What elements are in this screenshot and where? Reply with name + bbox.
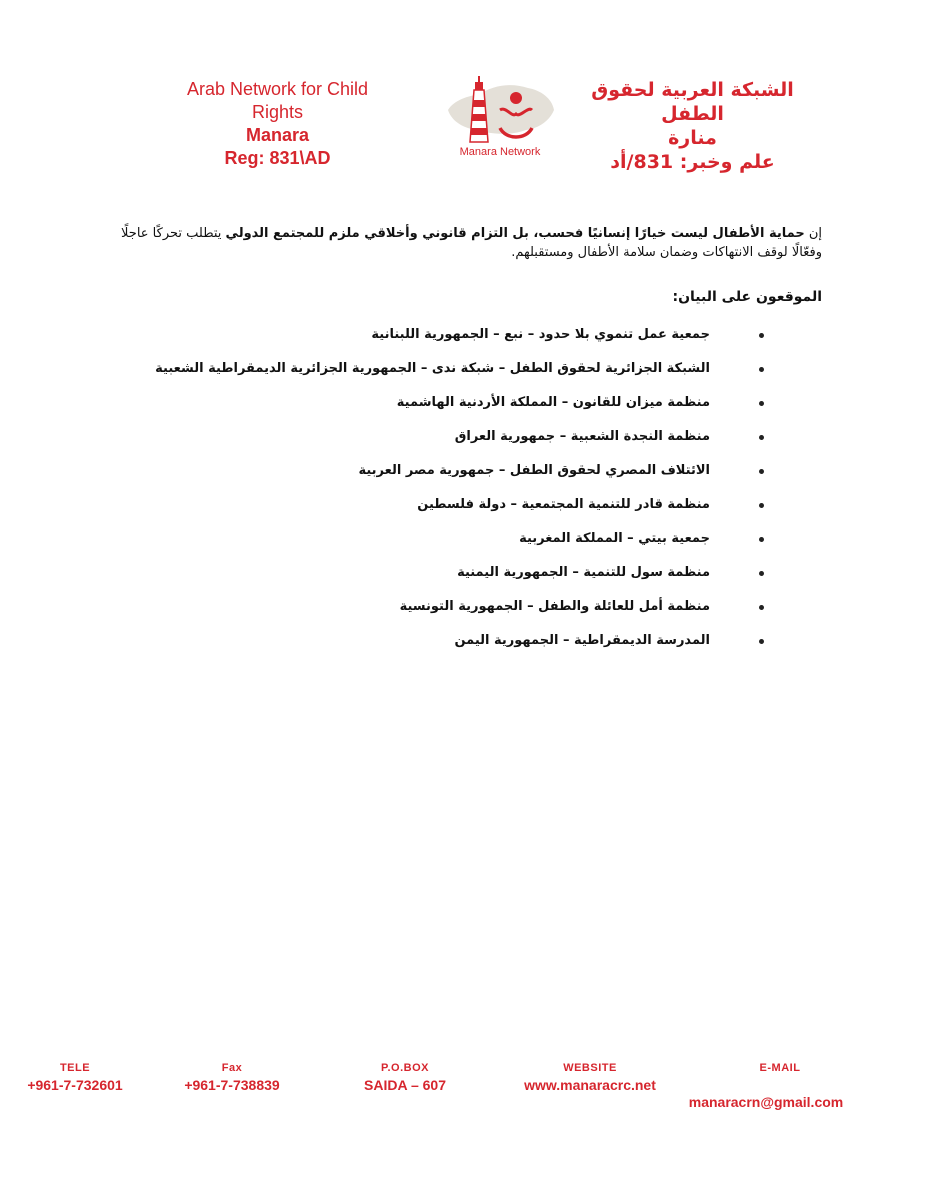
registration-en: Reg: 831\AD (224, 148, 331, 168)
list-item (150, 556, 770, 590)
intro-paragraph (100, 224, 822, 262)
tele-value: +961-7-732601 (27, 1077, 123, 1093)
pobox-label: P.O.BOX (381, 1062, 429, 1074)
signer-name: الشبكة الجزائرية لحقوق الطفل – شبكة ندى – الجمهورية الجزائرية الديمقراطية الشعبية (155, 361, 710, 376)
email-link[interactable]: manaracrn@gmail.com (688, 1094, 844, 1110)
signer-name: منظمة قادر للتنمية المجتمعية – دولة فلسطين (417, 497, 710, 512)
list-item (150, 624, 770, 658)
org-short-name-ar: منارة (668, 127, 717, 149)
list-item (150, 488, 770, 522)
signer-name: منظمة النجدة الشعبية – جمهورية العراق (454, 429, 710, 444)
signers-title: الموقعون على البيان: (672, 289, 822, 305)
bullet-icon (759, 639, 764, 644)
list-item (150, 386, 770, 420)
signer-name: منظمة ميزان للقانون – المملكة الأردنية الهاشمية (396, 395, 710, 410)
email-label: E-MAIL (759, 1062, 801, 1074)
signer-name: جمعية بيتي – المملكة المغربية (519, 531, 710, 546)
footer-fax (167, 1062, 297, 1093)
list-item (150, 420, 770, 454)
bullet-icon (759, 503, 764, 508)
tele-label: TELE (59, 1062, 91, 1074)
bullet-icon (759, 333, 764, 338)
manara-logo (440, 70, 560, 170)
logo-caption: Manara Network (459, 146, 541, 158)
org-name-ar-line1: الشبكة العربية لحقوق (591, 79, 794, 101)
org-name-en-line1: Arab Network for Child (186, 79, 369, 99)
org-short-name-en: Manara (245, 125, 310, 145)
bullet-icon (759, 571, 764, 576)
bullet-icon (759, 401, 764, 406)
footer-tele (10, 1062, 140, 1093)
signer-name: منظمة أمل للعائلة والطفل – الجمهورية التونسية (399, 599, 710, 614)
org-name-en-line2: Rights (251, 102, 304, 122)
signer-name: منظمة سول للتنمية – الجمهورية اليمنية (457, 565, 710, 580)
list-item (150, 590, 770, 624)
signer-name: الائتلاف المصري لحقوق الطفل – جمهورية مصر العربية (358, 463, 710, 478)
bullet-icon (759, 435, 764, 440)
bullet-icon (759, 469, 764, 474)
registration-ar: علم وخبر: 831/أد (610, 151, 775, 173)
footer-pobox (340, 1062, 470, 1093)
signers-list (150, 318, 770, 658)
intro-part-a: إن (804, 226, 822, 241)
org-name-ar-line2: الطفل (661, 103, 724, 125)
header-arabic (560, 78, 825, 174)
bullet-icon (759, 537, 764, 542)
header-english (150, 78, 405, 170)
bullet-icon (759, 605, 764, 610)
lighthouse-logo-icon (440, 70, 560, 148)
fax-label: Fax (221, 1062, 243, 1074)
intro-part-bold: حماية الأطفال ليست خيارًا إنسانيًا فحسب، بل التزام قانوني وأخلاقي ملزم للمجتمع الدولي (225, 226, 805, 241)
list-item (150, 454, 770, 488)
fax-value: +961-7-738839 (184, 1077, 280, 1093)
list-item (150, 522, 770, 556)
pobox-value: SAIDA – 607 (364, 1077, 446, 1093)
intro-part-c: يتطلب تحركًا عاجلًا وفعّالًا لوقف الانتهاكات وضمان سلامة الأطفال ومستقبلهم. (121, 226, 822, 260)
bullet-icon (759, 367, 764, 372)
website-label: WEBSITE (563, 1062, 617, 1074)
signer-name: جمعية عمل تنموي بلا حدود – نبع – الجمهورية اللبنانية (371, 327, 710, 342)
website-link[interactable]: www.manaracrc.net (524, 1077, 656, 1093)
signer-name: المدرسة الديمقراطية – الجمهورية اليمن (454, 633, 710, 648)
list-item (150, 318, 770, 352)
footer-email (715, 1062, 845, 1074)
footer-website (505, 1062, 675, 1093)
list-item (150, 352, 770, 386)
